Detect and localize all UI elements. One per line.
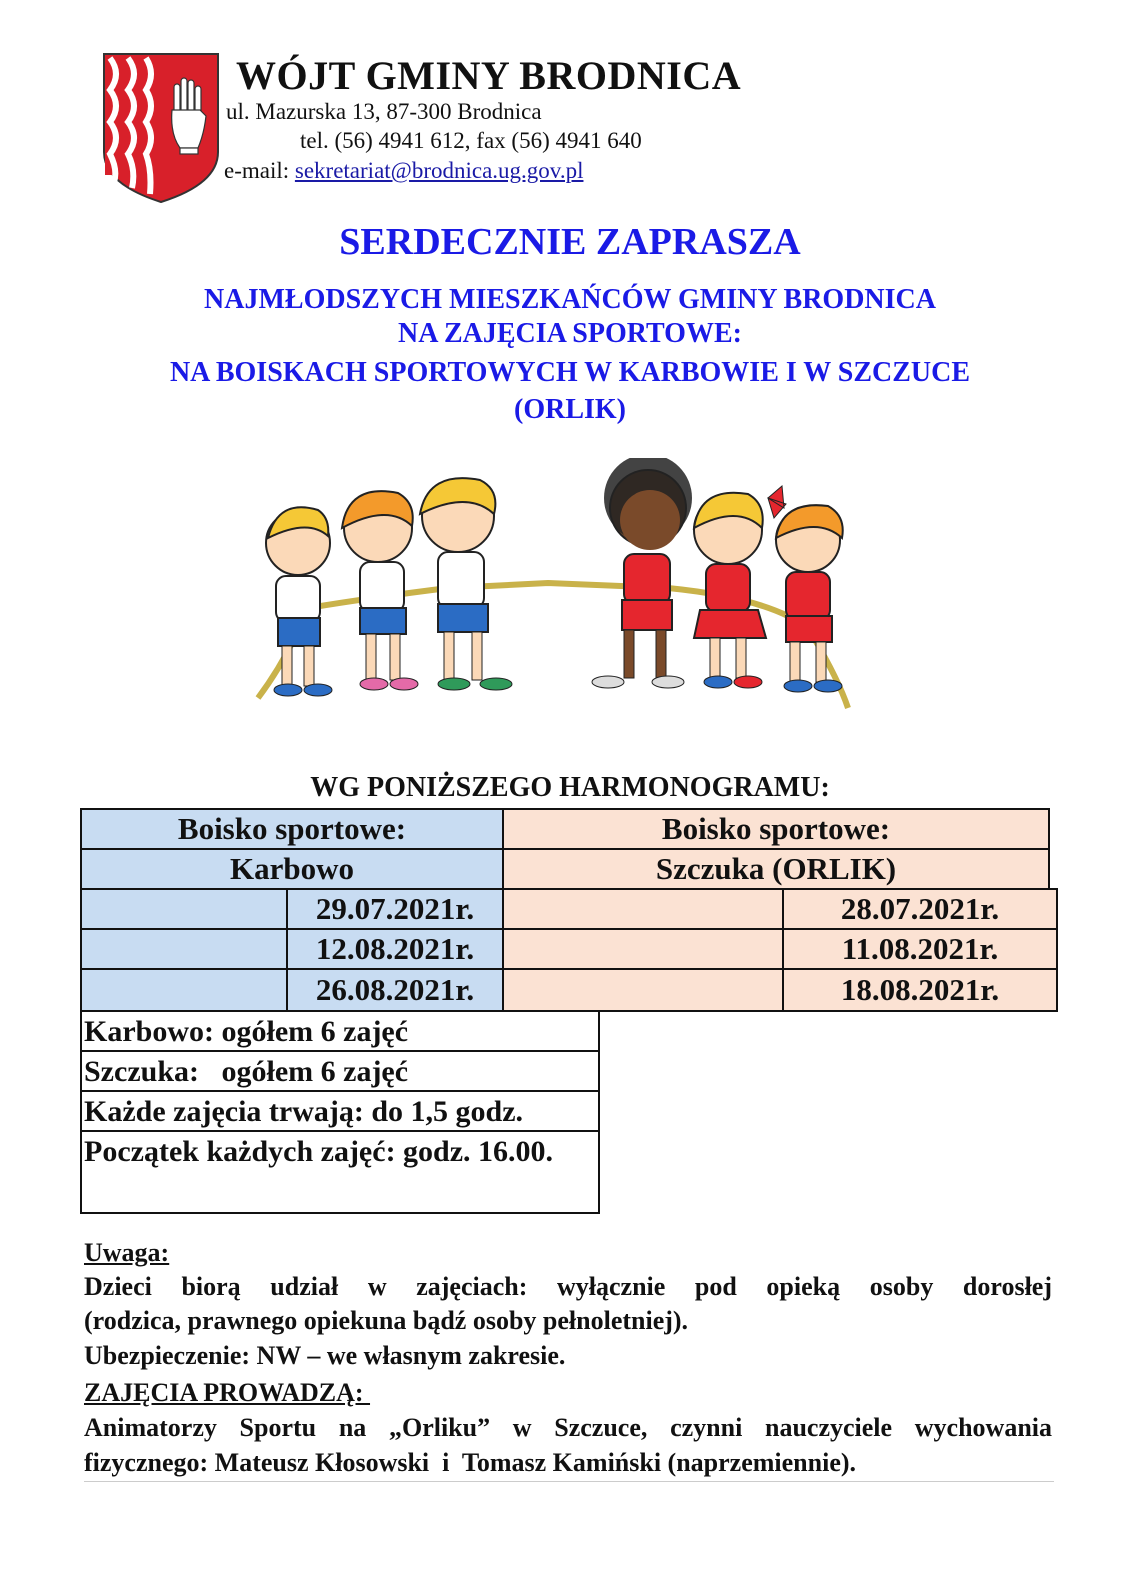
invitation-line-3: NA BOISKACH SPORTOWYCH W KARBOWIE I W SZCZUCE: [169, 357, 971, 388]
issuer-email-line: [224, 158, 583, 184]
note-text-line-2: (rodzica, prawnego opiekuna bądź osoby pełnoletniej).: [84, 1306, 689, 1335]
szczuka-date: 28.07.2021r.: [782, 888, 1058, 930]
szczuka-blank-cell: [502, 968, 784, 1012]
szczuka-place: Szczuka (ORLIK): [502, 848, 1050, 890]
email-link[interactable]: sekretariat@brodnica.ug.gov.pl: [294, 158, 584, 183]
bottom-divider: [84, 1481, 1054, 1482]
leaders-text-line-1: Animatorzy Sportu na „Orliku” w Szczuce, czynni nauczyciele wychowania: [84, 1413, 1052, 1442]
email-label: e-mail:: [224, 158, 295, 183]
karbowo-date: 12.08.2021r.: [286, 928, 504, 970]
szczuka-blank-cell: [502, 928, 784, 970]
karbowo-blank-cell: [80, 968, 288, 1012]
invitation-headline: SERDECZNIE ZAPRASZA: [339, 221, 801, 263]
kids-tug-of-war-illustration: [248, 458, 860, 728]
issuer-phone-fax: tel. (56) 4941 612, fax (56) 4941 640: [300, 128, 642, 153]
szczuka-date: 18.08.2021r.: [782, 968, 1058, 1012]
info-szczuka-total: Szczuka: ogółem 6 zajęć: [80, 1050, 600, 1092]
note-text-line-1: Dzieci biorą udział w zajęciach: wyłącznie pod opieką osoby dorosłej: [84, 1272, 1052, 1301]
leaders-text-line-2: fizycznego: Mateusz Kłosowski i Tomasz Kamiński (naprzemiennie).: [84, 1448, 857, 1477]
invitation-line-2: NA ZAJĘCIA SPORTOWE:: [398, 318, 742, 349]
szczuka-header-label: Boisko sportowe:: [502, 808, 1050, 850]
karbowo-header-label: Boisko sportowe:: [80, 808, 504, 850]
issuer-address: ul. Mazurska 13, 87-300 Brodnica: [226, 99, 542, 124]
szczuka-date: 11.08.2021r.: [782, 928, 1058, 970]
brodnica-coat-of-arms: [100, 52, 222, 204]
schedule-title: WG PONIŻSZEGO HARMONOGRAMU:: [310, 772, 830, 803]
note-label: Uwaga:: [84, 1238, 170, 1267]
issuer-title: WÓJT GMINY BRODNICA: [236, 53, 742, 98]
info-start-time: Początek każdych zajęć: godz. 16.00.: [80, 1130, 600, 1214]
invitation-line-1: NAJMŁODSZYCH MIESZKAŃCÓW GMINY BRODNICA: [204, 284, 936, 315]
info-karbowo-total: Karbowo: ogółem 6 zajęć: [80, 1010, 600, 1052]
karbowo-place: Karbowo: [80, 848, 504, 890]
karbowo-date: 29.07.2021r.: [286, 888, 504, 930]
info-duration: Każde zajęcia trwają: do 1,5 godz.: [80, 1090, 600, 1132]
karbowo-blank-cell: [80, 928, 288, 970]
insurance-note: Ubezpieczenie: NW – we własnym zakresie.: [84, 1341, 566, 1370]
szczuka-blank-cell: [502, 888, 784, 930]
karbowo-blank-cell: [80, 888, 288, 930]
leaders-label: ZAJĘCIA PROWADZĄ:: [84, 1378, 371, 1407]
invitation-line-4: (ORLIK): [514, 394, 626, 425]
karbowo-date: 26.08.2021r.: [286, 968, 504, 1012]
